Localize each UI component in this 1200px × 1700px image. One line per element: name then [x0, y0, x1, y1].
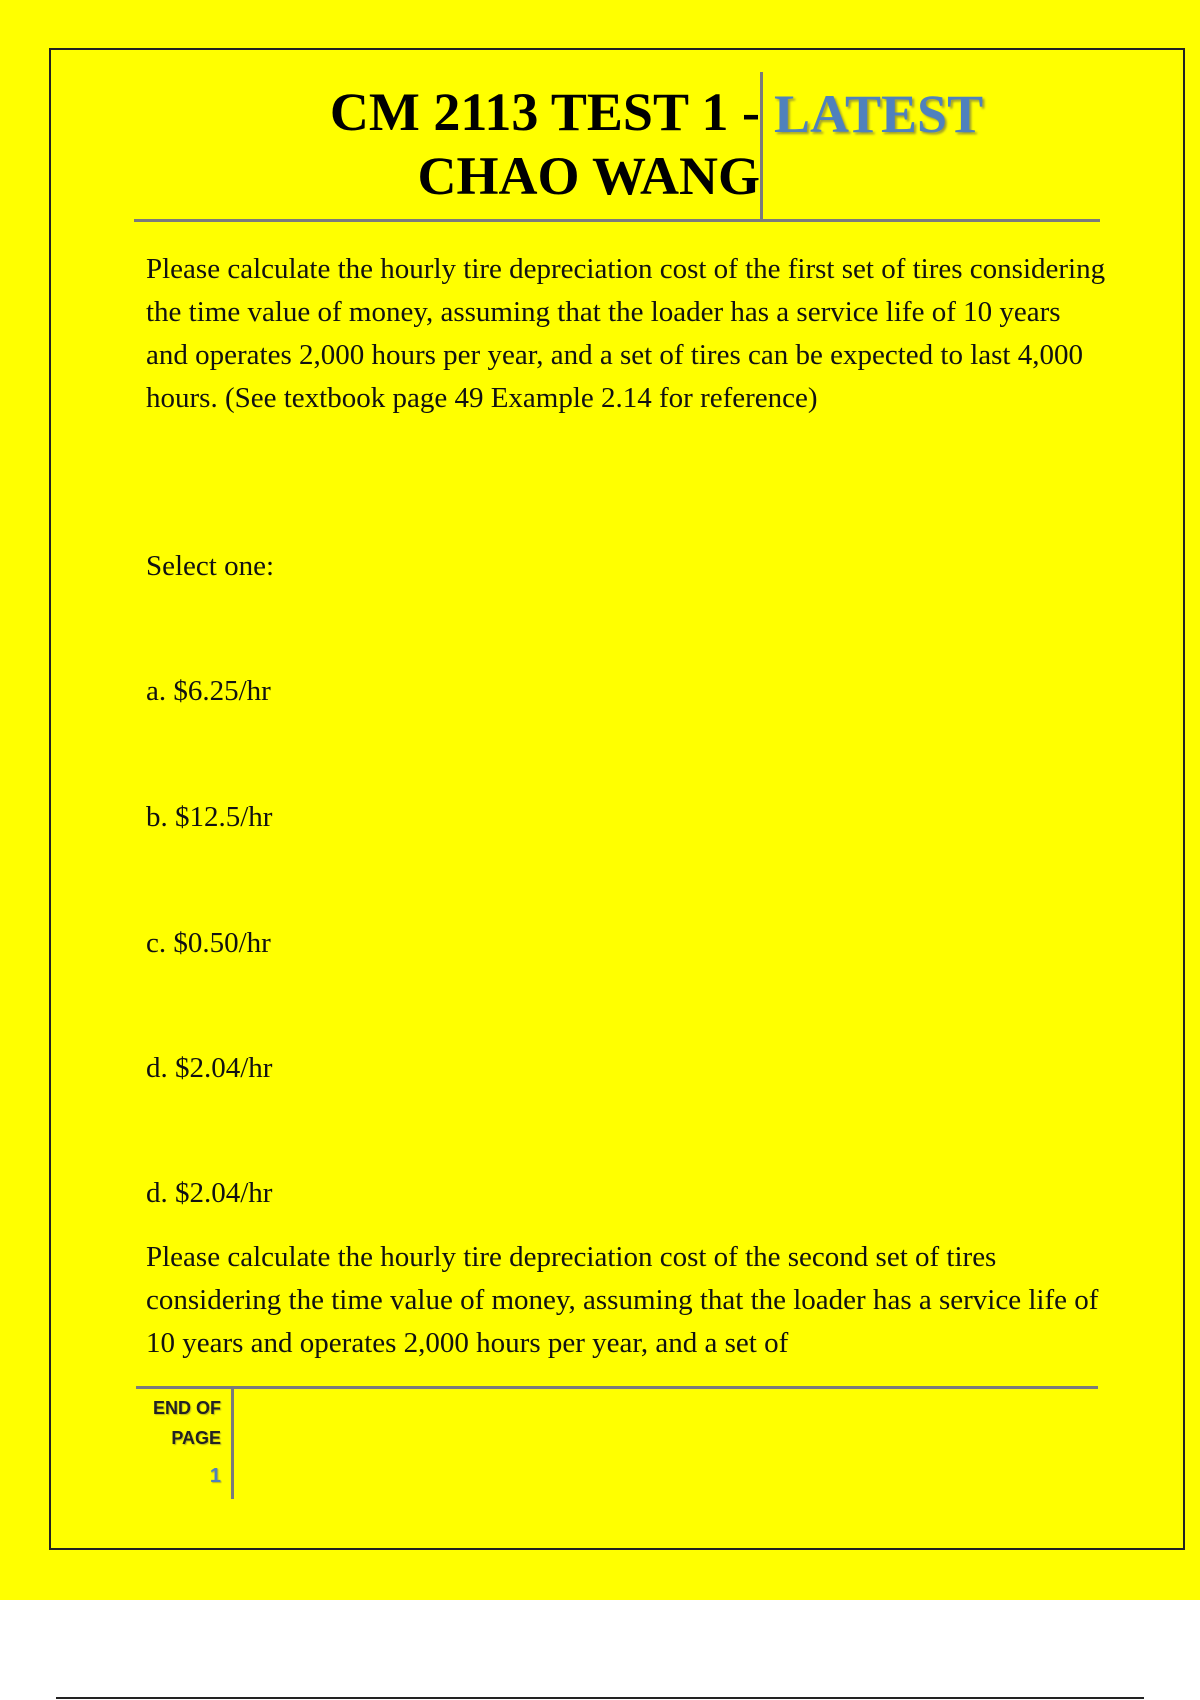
footer-label — [136, 1393, 221, 1453]
title-divider — [760, 72, 763, 222]
option-a: a. $6.25/hr — [146, 675, 271, 707]
footer-label-line-1: END OF — [152, 1398, 221, 1418]
latest-tag: LATEST — [774, 84, 984, 144]
page-number: 1 — [209, 1465, 221, 1487]
bottom-rule — [56, 1697, 1144, 1699]
footer-rule — [136, 1386, 1098, 1389]
option-c: c. $0.50/hr — [146, 927, 271, 959]
page-footer — [136, 1389, 234, 1499]
answer: d. $2.04/hr — [146, 1177, 273, 1209]
option-b: b. $12.5/hr — [146, 801, 273, 833]
option-d: d. $2.04/hr — [146, 1052, 273, 1084]
question-1-text: Please calculate the hourly tire depreciation cost of the first set of tires considering the time value of money, assuming that the loader has a service life of 10 years and operates 2,000 hours per year, and a set of tires can be expected to last 4,000 hours. (See textbook page 49 Example 2.14 for reference) — [146, 253, 1106, 414]
question-2-text: Please calculate the hourly tire depreciation cost of the second set of tires considering the time value of money, assuming that the loader has a service life of 10 years and operates 2,000 hours per year, and a set of — [146, 1241, 1099, 1359]
title-line-2: CHAO WANG — [417, 146, 760, 206]
document-header — [134, 72, 1100, 222]
title-line-1: CM 2113 TEST 1 - — [329, 82, 760, 142]
footer-label-line-2: PAGE — [171, 1428, 221, 1448]
document-title — [134, 80, 760, 208]
select-one-prompt: Select one: — [146, 550, 275, 582]
